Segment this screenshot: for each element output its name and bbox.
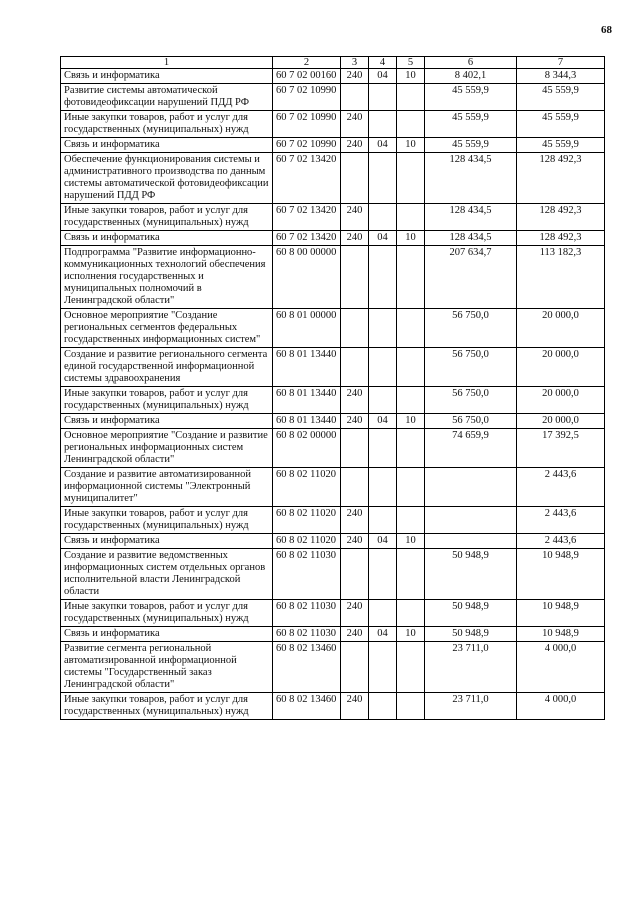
row-rz-cell: 04 — [369, 534, 397, 549]
row-code-cell: 60 7 02 13420 — [273, 204, 341, 231]
row-amount-2-cell: 45 559,9 — [517, 138, 605, 153]
row-vr-cell — [341, 153, 369, 204]
row-name-cell: Связь и информатика — [61, 627, 273, 642]
row-amount-1-cell: 50 948,9 — [425, 600, 517, 627]
row-code-cell: 60 8 01 13440 — [273, 387, 341, 414]
row-amount-2-cell: 4 000,0 — [517, 642, 605, 693]
row-code-cell: 60 8 02 11020 — [273, 468, 341, 507]
table-row — [61, 309, 605, 348]
column-header-3: 3 — [341, 57, 369, 69]
row-amount-1-cell: 74 659,9 — [425, 429, 517, 468]
budget-table — [60, 56, 605, 720]
row-pr-cell: 10 — [397, 138, 425, 153]
row-amount-2-cell: 10 948,9 — [517, 549, 605, 600]
table-row — [61, 138, 605, 153]
row-amount-2-cell: 128 492,3 — [517, 153, 605, 204]
row-pr-cell — [397, 348, 425, 387]
row-name-cell: Иные закупки товаров, работ и услуг для государственных (муниципальных) нужд — [61, 693, 273, 720]
page-number: 68 — [601, 24, 612, 36]
row-vr-cell: 240 — [341, 138, 369, 153]
row-pr-cell — [397, 600, 425, 627]
row-amount-1-cell: 56 750,0 — [425, 387, 517, 414]
row-amount-1-cell — [425, 507, 517, 534]
row-vr-cell — [341, 309, 369, 348]
row-code-cell: 60 8 02 11020 — [273, 534, 341, 549]
row-code-cell: 60 7 02 10990 — [273, 84, 341, 111]
row-rz-cell: 04 — [369, 414, 397, 429]
row-amount-1-cell — [425, 534, 517, 549]
row-name-cell: Создание и развитие автоматизированной информационной системы "Электронный муниципалитет" — [61, 468, 273, 507]
row-pr-cell: 10 — [397, 534, 425, 549]
row-pr-cell — [397, 693, 425, 720]
table-row — [61, 246, 605, 309]
row-rz-cell — [369, 204, 397, 231]
row-rz-cell — [369, 84, 397, 111]
row-pr-cell — [397, 549, 425, 600]
row-amount-2-cell: 45 559,9 — [517, 111, 605, 138]
row-name-cell: Связь и информатика — [61, 534, 273, 549]
row-code-cell: 60 8 02 11020 — [273, 507, 341, 534]
row-rz-cell — [369, 309, 397, 348]
row-rz-cell — [369, 600, 397, 627]
row-pr-cell — [397, 387, 425, 414]
row-amount-1-cell: 128 434,5 — [425, 231, 517, 246]
table-row — [61, 534, 605, 549]
table-row — [61, 507, 605, 534]
row-vr-cell — [341, 642, 369, 693]
row-amount-2-cell: 20 000,0 — [517, 414, 605, 429]
row-code-cell: 60 7 02 13420 — [273, 153, 341, 204]
row-rz-cell — [369, 153, 397, 204]
row-rz-cell — [369, 507, 397, 534]
table-row — [61, 84, 605, 111]
row-amount-2-cell: 4 000,0 — [517, 693, 605, 720]
row-pr-cell — [397, 429, 425, 468]
row-name-cell: Создание и развитие ведомственных информационных систем отдельных органов исполнительной власти Ленинградской области — [61, 549, 273, 600]
row-pr-cell — [397, 468, 425, 507]
row-pr-cell — [397, 507, 425, 534]
row-name-cell: Иные закупки товаров, работ и услуг для государственных (муниципальных) нужд — [61, 600, 273, 627]
row-code-cell: 60 8 02 00000 — [273, 429, 341, 468]
row-amount-2-cell: 10 948,9 — [517, 627, 605, 642]
row-amount-2-cell: 20 000,0 — [517, 309, 605, 348]
column-header-1: 1 — [61, 57, 273, 69]
table-row — [61, 387, 605, 414]
row-name-cell: Иные закупки товаров, работ и услуг для государственных (муниципальных) нужд — [61, 507, 273, 534]
table-row — [61, 348, 605, 387]
row-code-cell: 60 7 02 00160 — [273, 69, 341, 84]
row-pr-cell — [397, 309, 425, 348]
table-body — [61, 69, 605, 720]
row-vr-cell: 240 — [341, 414, 369, 429]
table-row — [61, 153, 605, 204]
row-code-cell: 60 7 02 10990 — [273, 138, 341, 153]
row-amount-1-cell: 45 559,9 — [425, 111, 517, 138]
row-code-cell: 60 8 01 13440 — [273, 348, 341, 387]
row-amount-1-cell: 45 559,9 — [425, 138, 517, 153]
row-name-cell: Иные закупки товаров, работ и услуг для государственных (муниципальных) нужд — [61, 387, 273, 414]
row-name-cell: Иные закупки товаров, работ и услуг для государственных (муниципальных) нужд — [61, 204, 273, 231]
row-rz-cell: 04 — [369, 627, 397, 642]
row-amount-2-cell: 2 443,6 — [517, 534, 605, 549]
row-vr-cell: 240 — [341, 231, 369, 246]
table-row — [61, 693, 605, 720]
row-rz-cell: 04 — [369, 231, 397, 246]
row-code-cell: 60 8 01 13440 — [273, 414, 341, 429]
row-code-cell: 60 7 02 13420 — [273, 231, 341, 246]
table-row — [61, 111, 605, 138]
row-code-cell: 60 8 02 11030 — [273, 600, 341, 627]
row-rz-cell — [369, 111, 397, 138]
row-amount-1-cell: 56 750,0 — [425, 414, 517, 429]
row-code-cell: 60 8 02 13460 — [273, 642, 341, 693]
row-pr-cell: 10 — [397, 231, 425, 246]
row-amount-1-cell: 56 750,0 — [425, 309, 517, 348]
row-pr-cell: 10 — [397, 627, 425, 642]
column-header-5: 5 — [397, 57, 425, 69]
row-amount-1-cell: 23 711,0 — [425, 693, 517, 720]
row-amount-2-cell: 128 492,3 — [517, 204, 605, 231]
row-amount-2-cell: 113 182,3 — [517, 246, 605, 309]
table-row — [61, 549, 605, 600]
row-vr-cell: 240 — [341, 111, 369, 138]
row-amount-2-cell: 8 344,3 — [517, 69, 605, 84]
table-row — [61, 204, 605, 231]
table-row — [61, 600, 605, 627]
row-code-cell: 60 7 02 10990 — [273, 111, 341, 138]
row-amount-2-cell: 17 392,5 — [517, 429, 605, 468]
row-vr-cell — [341, 468, 369, 507]
column-header-4: 4 — [369, 57, 397, 69]
row-name-cell: Основное мероприятие "Создание региональных сегментов федеральных государственных информационных систем" — [61, 309, 273, 348]
row-pr-cell — [397, 246, 425, 309]
row-pr-cell — [397, 204, 425, 231]
table-row — [61, 642, 605, 693]
row-vr-cell — [341, 84, 369, 111]
row-vr-cell: 240 — [341, 600, 369, 627]
row-pr-cell — [397, 84, 425, 111]
row-amount-2-cell: 2 443,6 — [517, 507, 605, 534]
row-name-cell: Связь и информатика — [61, 69, 273, 84]
row-amount-1-cell: 45 559,9 — [425, 84, 517, 111]
table-row — [61, 429, 605, 468]
row-code-cell: 60 8 02 11030 — [273, 627, 341, 642]
row-rz-cell — [369, 642, 397, 693]
row-code-cell: 60 8 00 00000 — [273, 246, 341, 309]
row-vr-cell: 240 — [341, 693, 369, 720]
row-name-cell: Подпрограмма "Развитие информационно-коммуникационных технологий обеспечения исполнения государственных и муниципальных полномочий в Ленинградской области" — [61, 246, 273, 309]
row-vr-cell: 240 — [341, 204, 369, 231]
row-vr-cell: 240 — [341, 69, 369, 84]
row-amount-1-cell: 207 634,7 — [425, 246, 517, 309]
row-amount-2-cell: 20 000,0 — [517, 348, 605, 387]
row-rz-cell — [369, 549, 397, 600]
row-pr-cell — [397, 153, 425, 204]
row-rz-cell: 04 — [369, 138, 397, 153]
row-amount-2-cell: 20 000,0 — [517, 387, 605, 414]
row-vr-cell: 240 — [341, 387, 369, 414]
row-amount-1-cell: 128 434,5 — [425, 204, 517, 231]
table-row — [61, 69, 605, 84]
table-header-row — [61, 57, 605, 69]
row-name-cell: Связь и информатика — [61, 231, 273, 246]
row-amount-2-cell: 2 443,6 — [517, 468, 605, 507]
column-header-2: 2 — [273, 57, 341, 69]
row-name-cell: Связь и информатика — [61, 138, 273, 153]
row-name-cell: Обеспечение функционирования системы и административного производства по данным системы автоматической фотовидеофиксации нарушений ПДД РФ — [61, 153, 273, 204]
row-name-cell: Связь и информатика — [61, 414, 273, 429]
row-amount-1-cell: 50 948,9 — [425, 549, 517, 600]
row-rz-cell — [369, 246, 397, 309]
row-vr-cell — [341, 246, 369, 309]
row-amount-2-cell: 45 559,9 — [517, 84, 605, 111]
row-pr-cell: 10 — [397, 69, 425, 84]
row-rz-cell — [369, 693, 397, 720]
row-name-cell: Иные закупки товаров, работ и услуг для государственных (муниципальных) нужд — [61, 111, 273, 138]
row-name-cell: Развитие системы автоматической фотовидеофиксации нарушений ПДД РФ — [61, 84, 273, 111]
row-rz-cell — [369, 429, 397, 468]
table-row — [61, 468, 605, 507]
column-header-6: 6 — [425, 57, 517, 69]
row-amount-1-cell: 8 402,1 — [425, 69, 517, 84]
row-vr-cell: 240 — [341, 507, 369, 534]
row-amount-1-cell: 23 711,0 — [425, 642, 517, 693]
row-amount-1-cell: 50 948,9 — [425, 627, 517, 642]
row-name-cell: Создание и развитие регионального сегмента единой государственной информационной системы здравоохранения — [61, 348, 273, 387]
row-code-cell: 60 8 02 13460 — [273, 693, 341, 720]
row-amount-1-cell — [425, 468, 517, 507]
table-row — [61, 627, 605, 642]
row-pr-cell — [397, 111, 425, 138]
row-vr-cell: 240 — [341, 534, 369, 549]
row-vr-cell — [341, 429, 369, 468]
row-amount-1-cell: 128 434,5 — [425, 153, 517, 204]
table-row — [61, 231, 605, 246]
row-pr-cell — [397, 642, 425, 693]
row-amount-2-cell: 128 492,3 — [517, 231, 605, 246]
row-code-cell: 60 8 02 11030 — [273, 549, 341, 600]
row-rz-cell — [369, 348, 397, 387]
row-rz-cell — [369, 468, 397, 507]
row-vr-cell — [341, 549, 369, 600]
row-name-cell: Развитие сегмента региональной автоматизированной информационной системы "Государственный заказ Ленинградской области" — [61, 642, 273, 693]
column-header-7: 7 — [517, 57, 605, 69]
row-vr-cell — [341, 348, 369, 387]
row-vr-cell: 240 — [341, 627, 369, 642]
row-rz-cell — [369, 387, 397, 414]
row-rz-cell: 04 — [369, 69, 397, 84]
row-code-cell: 60 8 01 00000 — [273, 309, 341, 348]
table-row — [61, 414, 605, 429]
row-name-cell: Основное мероприятие "Создание и развитие региональных информационных систем Ленинградской области" — [61, 429, 273, 468]
row-amount-1-cell: 56 750,0 — [425, 348, 517, 387]
row-pr-cell: 10 — [397, 414, 425, 429]
row-amount-2-cell: 10 948,9 — [517, 600, 605, 627]
